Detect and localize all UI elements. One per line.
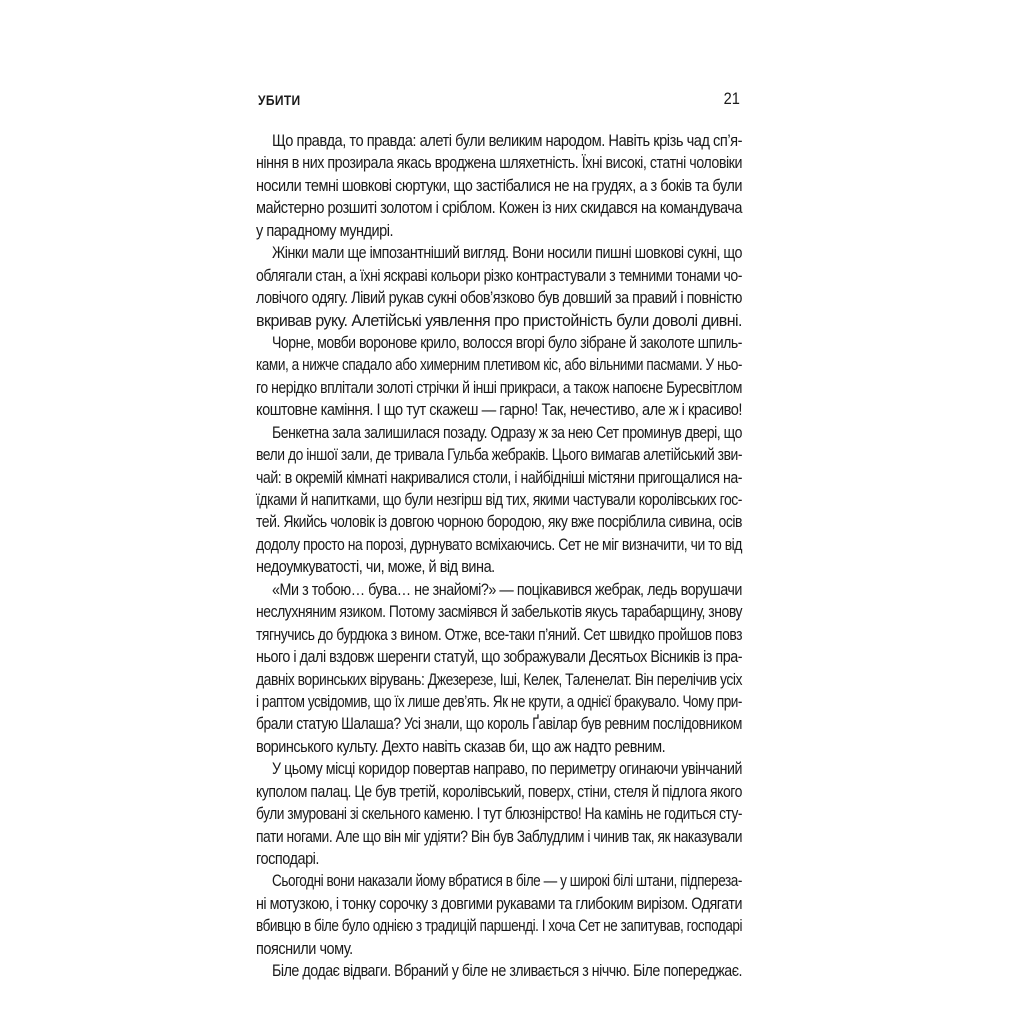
text-line [256,130,742,152]
text-line-content: Бенкетна зала залишилася позаду. Одразу ж за нею Сет проминув двері, що [272,423,742,442]
page-number: 21 [723,89,740,108]
text-line-content: були змуровані зі скельного каменю. І тут блюзнірство! На камінь не годиться сту- [256,805,743,824]
text-line-content: Що правда, то правда: алеті були великим народом. Навіть крізь чад сп’я- [272,132,742,150]
text-line-content: ніння в них прозирала якась вроджена шляхетність. Їхні високі, статні чоловіки [256,154,742,173]
text-line [256,938,742,960]
text-line [256,265,742,287]
text-line [256,175,742,197]
text-line [256,713,742,735]
text-line [256,669,742,691]
text-line-content: майстерно розшиті золотом і сріблом. Кожен із них скидався на командувача [256,199,742,218]
text-line-content: куполом палац. Це був третій, королівський, поверх, стіни, стеля й підлога якого [256,782,743,801]
text-line [256,601,742,623]
text-line-content: їдками й напитками, що були незгірш від тих, якими частували королівських гос- [256,491,743,509]
text-line [256,444,742,466]
text-line [256,399,742,421]
text-line [256,848,742,870]
text-line [256,915,742,937]
text-line [256,646,742,668]
paragraph [256,960,742,982]
text-line-content: «Ми з тобою… бува… не знайомі?» — поцікавився жебрак, ледь ворушачи [272,580,742,599]
text-line [256,310,742,332]
text-line-content: господарі. [256,850,319,868]
text-line [256,332,742,354]
text-line [256,556,742,578]
text-line [256,758,742,780]
text-line-content: носили темні шовкові сюртуки, що застібалися не на грудях, а з боків та були [256,176,743,195]
text-line [256,152,742,174]
text-line-content: недоумкуватості, чи, може, й від вина. [256,558,495,577]
text-line-content: додолу просто на порозі, дурнувато всміхаючись. Сет не міг визначити, чи то від [256,535,743,554]
paragraph [256,130,742,242]
text-line [256,242,742,264]
text-line [256,781,742,803]
text-line-content: брали статую Шалаша? Усі знали, що король Ґавілар був ревним послідовником [256,715,743,734]
text-line [256,579,742,601]
text-line-content: Чорне, мовби воронове крило, волосся вгорі було зібране й заколоте шпиль- [272,333,742,352]
text-line-content: і раптом усвідомив, що їх лише дев’ять. Як не крути, а однієї бракувало. Чому при- [256,692,743,711]
text-line [256,893,742,915]
text-line [256,422,742,444]
paragraph [256,758,742,870]
text-line [256,534,742,556]
text-line [256,220,742,242]
text-line-content: у парадному мундирі. [256,221,394,240]
text-line [256,826,742,848]
text-line-content: облягали стан, а їхні яскраві кольори різко контрастували з темними тонами чо- [256,266,742,285]
text-line [256,287,742,309]
text-line-content: ні мотузкою, і тонку сорочку з довгими рукавами та глибоким вирізом. Одягати [256,894,743,913]
text-line-content: чай: в окремій кімнаті накривалися столи, і найбідніші містяни пригощалися на- [256,468,743,487]
text-line-content: Біле додає відваги. Вбраний у біле не зливається з ніччю. Біле попереджає. [272,962,743,981]
text-line [256,489,742,511]
text-line [256,960,742,982]
paragraph [256,579,742,759]
text-line [256,870,742,892]
text-line-content: У цьому місці коридор повертав направо, по периметру огинаючи увінчаний [272,760,742,779]
paragraph [256,242,742,332]
paragraph [256,332,742,422]
text-line-content: ками, а нижче спадало або химерним плетивом кіс, або вільними пасмами. У ньо- [256,356,742,375]
text-line-content: тей. Якийсь чоловік із довгою чорною бородою, яку вже посріблила сивина, осів [256,513,742,532]
text-line-content: вели до іншої зали, де тривала Гульба жебраків. Цього вимагав алетійський зви- [256,446,742,465]
paragraph [256,870,742,960]
text-line-content: Жінки мали ще імпозантніший вигляд. Вони носили пишні шовкові сукні, що [272,244,743,263]
text-line-content: вкривав руку. Алетійські уявлення про пристойність були доволі дивні. [256,311,742,330]
text-line [256,624,742,646]
running-header [256,88,742,116]
text-line [256,467,742,489]
text-line [256,691,742,713]
text-line [256,803,742,825]
text-line-content: давніх воринських вірувань: Джезерезе, Іші, Келек, Таленелат. Він перелічив усіх [256,670,743,689]
text-line-content: ловічого одягу. Лівий рукав сукні обов’язково був довший за правий і повністю [256,289,742,308]
text-line [256,377,742,399]
text-line [256,197,742,219]
text-line-content: пати ногами. Але що він міг удіяти? Він був Заблудлим і чинив так, як наказували [256,827,743,846]
paragraph [256,422,742,579]
text-line-content: коштовне каміння. І що тут скажеш — гарно! Так, нечестиво, але ж і красиво! [256,401,742,420]
text-line [256,736,742,758]
text-line-content: го нерідко вплітали золоті стрічки й інші прикраси, а також напоєне Буресвітлом [256,378,742,397]
text-line-content: нього і далі вздовж шеренги статуй, що зображували Десятьох Вісників із пра- [256,648,743,667]
text-line-content: тягнучись до бурдюка з вином. Отже, все-таки п’яний. Сет швидко пройшов повз [256,625,742,644]
text-line-content: воринського культу. Дехто навіть сказав би, що аж надто ревним. [256,737,666,756]
text-line-content: пояснили чому. [256,939,353,958]
text-line [256,511,742,533]
text-line [256,354,742,376]
text-line-content: Сьогодні вони наказали йому вбратися в біле — у широкі білі штани, підпереза- [272,872,742,891]
text-line-content: неслухняним язиком. Потому засміявся й забелькотів якусь тарабарщину, знову [256,603,743,622]
book-page [256,88,742,983]
chapter-title: УБИТИ [258,92,301,108]
body-text [256,130,742,983]
text-line-content: вбивцю в біле було однією з традицій паршенді. І хоча Сет не запитував, господарі [256,917,743,936]
